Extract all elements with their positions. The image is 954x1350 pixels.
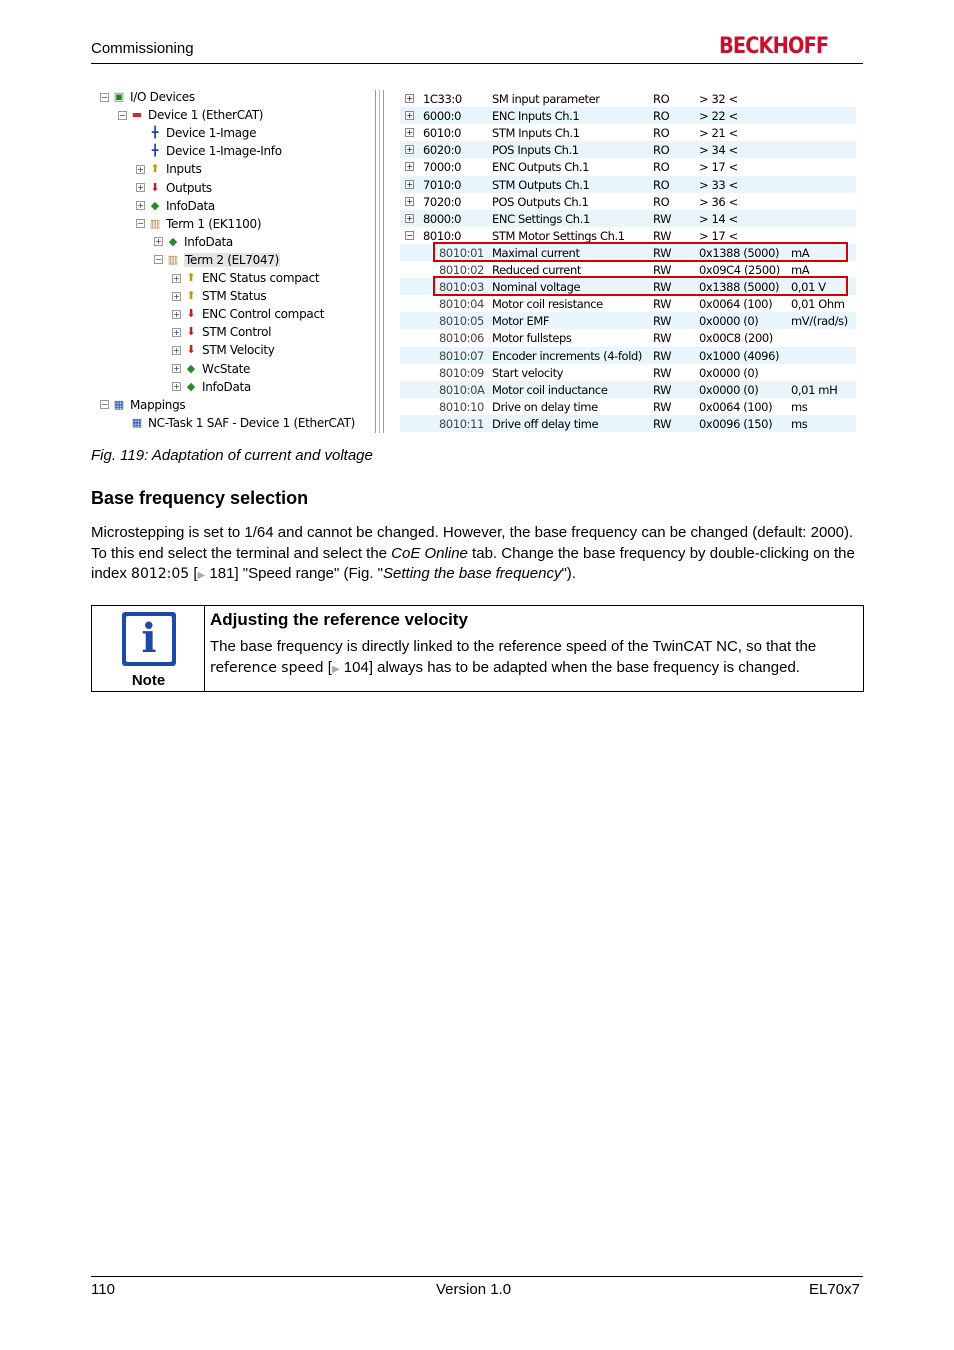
outputs-icon: ⬇ bbox=[186, 343, 196, 357]
cell-value: > 33 < bbox=[699, 177, 738, 192]
cell-flags: RO bbox=[653, 126, 670, 141]
tree-item[interactable] bbox=[136, 179, 212, 197]
cell-flags: RO bbox=[653, 177, 670, 192]
cell-flags: RO bbox=[653, 143, 670, 158]
tree-item[interactable] bbox=[172, 305, 324, 323]
cell-value: > 36 < bbox=[699, 194, 738, 209]
cell-index: 6020:0 bbox=[423, 143, 462, 158]
table-row[interactable] bbox=[400, 107, 856, 124]
tree-item-label: Inputs bbox=[166, 162, 202, 177]
cell-flags: RW bbox=[653, 314, 672, 329]
cell-index: 6000:0 bbox=[423, 109, 462, 124]
expand-icon[interactable]: + bbox=[406, 196, 413, 206]
tree-item-label: ENC Control compact bbox=[202, 307, 325, 322]
cell-value: 0x0000 (0) bbox=[699, 382, 759, 397]
cell-unit: 0,01 Ohm bbox=[791, 297, 845, 312]
tree-item-label: I/O Devices bbox=[130, 90, 195, 104]
cell-name: POS Inputs Ch.1 bbox=[492, 143, 579, 158]
note-left-cell bbox=[92, 606, 205, 691]
expand-icon[interactable]: + bbox=[137, 183, 144, 192]
infodata-icon: ◆ bbox=[150, 198, 160, 212]
collapse-icon[interactable]: − bbox=[137, 219, 144, 229]
cell-flags: RW bbox=[653, 245, 672, 260]
expand-icon[interactable]: + bbox=[173, 345, 180, 355]
expand-icon[interactable]: + bbox=[406, 128, 413, 138]
note-text bbox=[210, 636, 862, 680]
table-row[interactable] bbox=[400, 364, 856, 381]
cell-name: STM Motor Settings Ch.1 bbox=[492, 228, 625, 243]
expand-icon[interactable]: + bbox=[173, 327, 180, 337]
cell-unit: mA bbox=[791, 245, 810, 260]
inputs-icon: ⬆ bbox=[150, 162, 160, 176]
tree-item-label: STM Control bbox=[202, 325, 272, 340]
table-row[interactable] bbox=[400, 176, 856, 193]
table-row[interactable] bbox=[400, 90, 856, 107]
note-box bbox=[91, 605, 864, 692]
terminal-icon: ▥ bbox=[167, 252, 179, 266]
tree-item-label: Outputs bbox=[166, 180, 212, 195]
cell-index: 8010:03 bbox=[439, 280, 484, 295]
tree-item-label: STM Status bbox=[202, 289, 267, 304]
expand-icon[interactable]: + bbox=[137, 201, 144, 211]
tree-item[interactable] bbox=[172, 378, 251, 396]
para-text: "). bbox=[561, 565, 576, 582]
cell-name: Motor EMF bbox=[492, 314, 550, 329]
tree-item[interactable] bbox=[136, 124, 256, 142]
io-devices-icon: ▣ bbox=[113, 90, 125, 103]
tree-item-label: InfoData bbox=[202, 379, 251, 394]
infodata-icon: ◆ bbox=[186, 379, 196, 393]
reference-speed-link[interactable]: reference speed bbox=[210, 660, 324, 676]
cell-index: 8010:04 bbox=[439, 297, 484, 312]
cell-name: Maximal current bbox=[492, 245, 580, 260]
expand-icon[interactable]: + bbox=[173, 309, 180, 319]
page-ref-link[interactable]: 181] bbox=[205, 565, 239, 582]
cell-index: 6010:0 bbox=[423, 126, 462, 141]
expand-icon[interactable]: − bbox=[406, 230, 413, 240]
info-icon bbox=[122, 612, 176, 666]
cell-flags: RW bbox=[653, 228, 672, 243]
expand-icon[interactable]: + bbox=[173, 364, 180, 373]
cell-unit: mV/(rad/s) bbox=[791, 314, 848, 329]
cell-value: 0x0000 (0) bbox=[699, 314, 759, 329]
header-section-title: Commissioning bbox=[91, 40, 194, 57]
cell-flags: RW bbox=[653, 297, 672, 312]
cell-flags: RW bbox=[653, 331, 672, 346]
expand-icon[interactable]: + bbox=[173, 291, 180, 301]
highlight-box-nominal-voltage bbox=[433, 276, 848, 296]
cell-index: 8010:0 bbox=[423, 228, 462, 243]
expand-icon[interactable]: + bbox=[137, 164, 144, 174]
footer-page-number: 110 bbox=[91, 1281, 115, 1298]
outputs-icon: ⬇ bbox=[186, 325, 196, 339]
table-row[interactable] bbox=[400, 193, 856, 210]
cell-name: ENC Inputs Ch.1 bbox=[492, 109, 580, 124]
link-arrow-icon: ▶ bbox=[331, 664, 340, 675]
table-row[interactable] bbox=[400, 347, 856, 364]
cell-name: POS Outputs Ch.1 bbox=[492, 194, 589, 209]
table-row[interactable] bbox=[400, 312, 856, 329]
tree-item[interactable] bbox=[100, 88, 195, 106]
cell-flags: RW bbox=[653, 348, 672, 363]
infodata-icon: ◆ bbox=[168, 234, 178, 248]
index-link[interactable]: 8012:05 bbox=[131, 566, 190, 582]
cell-flags: RW bbox=[653, 382, 672, 397]
tree-item-label: Term 1 (EK1100) bbox=[166, 216, 262, 231]
cell-value: 0x0064 (100) bbox=[699, 399, 773, 414]
figure-caption: Fig. 119: Adaptation of current and voltage bbox=[91, 447, 373, 464]
cell-index: 8000:0 bbox=[423, 211, 462, 226]
infodata-icon: ◆ bbox=[186, 361, 196, 375]
cell-value: 0x0064 (100) bbox=[699, 297, 773, 312]
table-row[interactable] bbox=[400, 158, 856, 175]
tree-item[interactable] bbox=[172, 287, 266, 305]
tree-item-label: InfoData bbox=[184, 234, 233, 249]
table-row[interactable] bbox=[400, 295, 856, 312]
cell-unit: ms bbox=[791, 416, 808, 431]
cell-flags: RW bbox=[653, 280, 672, 295]
cell-index: 8010:11 bbox=[439, 416, 484, 431]
tree-item-label: Device 1-Image bbox=[166, 126, 257, 141]
cell-index: 7000:0 bbox=[423, 160, 462, 175]
ethercat-device-icon: ▬ bbox=[131, 108, 143, 122]
table-row[interactable] bbox=[400, 398, 856, 415]
cell-flags: RW bbox=[653, 263, 672, 277]
expand-icon[interactable]: + bbox=[406, 179, 413, 189]
tree-item[interactable] bbox=[172, 269, 319, 287]
cell-index: 8010:0A bbox=[439, 382, 485, 397]
cell-name: SM input parameter bbox=[492, 92, 600, 106]
note-text-part: [ bbox=[323, 659, 332, 676]
cell-unit: 0,01 mH bbox=[791, 382, 838, 397]
cell-index: 7010:0 bbox=[423, 177, 462, 192]
tree-item[interactable] bbox=[136, 197, 215, 215]
cell-name: Nominal voltage bbox=[492, 280, 581, 295]
footer-rule bbox=[91, 1276, 863, 1277]
mapping-icon: ▦ bbox=[131, 415, 143, 429]
tree-item[interactable] bbox=[172, 360, 250, 378]
cell-name: Reduced current bbox=[492, 263, 581, 277]
para-text: "Speed range" (Fig. " bbox=[238, 565, 384, 582]
page-ref-link[interactable]: 104] bbox=[339, 659, 374, 676]
cell-name: STM Outputs Ch.1 bbox=[492, 177, 590, 192]
terminal-icon: ▥ bbox=[149, 216, 161, 230]
expand-icon[interactable]: + bbox=[155, 237, 162, 247]
cell-value: 0x1388 (5000) bbox=[699, 280, 780, 295]
tree-item[interactable] bbox=[136, 142, 282, 160]
outputs-icon: ⬇ bbox=[186, 307, 196, 321]
cell-value: > 14 < bbox=[699, 211, 738, 226]
inputs-icon: ⬆ bbox=[186, 271, 196, 284]
tree-item[interactable] bbox=[136, 215, 261, 233]
cell-name: Start velocity bbox=[492, 365, 564, 380]
tree-item[interactable] bbox=[172, 323, 271, 341]
cell-value: > 34 < bbox=[699, 143, 738, 158]
cell-flags: RO bbox=[653, 194, 670, 209]
cell-unit: 0,01 V bbox=[791, 280, 826, 295]
table-row[interactable] bbox=[400, 141, 856, 158]
footer-version: Version 1.0 bbox=[436, 1281, 512, 1298]
collapse-icon[interactable]: − bbox=[101, 400, 108, 410]
cell-name: STM Inputs Ch.1 bbox=[492, 126, 580, 141]
cell-flags: RO bbox=[653, 92, 670, 106]
note-title: Adjusting the reference velocity bbox=[210, 610, 468, 629]
tree-item-label: WcState bbox=[202, 361, 251, 376]
cell-value: 0x0000 (0) bbox=[699, 365, 759, 380]
cell-value: 0x1388 (5000) bbox=[699, 245, 780, 260]
expand-icon[interactable]: + bbox=[406, 111, 413, 121]
para-text: tab. Change the base frequency by double-clicking on the index bbox=[91, 544, 855, 582]
tree-item-label: InfoData bbox=[166, 198, 215, 213]
cell-unit: ms bbox=[791, 399, 808, 414]
tree-item[interactable] bbox=[154, 233, 233, 251]
inputs-icon: ⬆ bbox=[186, 289, 196, 303]
cell-index: 8010:02 bbox=[439, 263, 484, 277]
tree-item-label: Mappings bbox=[130, 397, 186, 412]
cell-value: 0x1000 (4096) bbox=[699, 348, 780, 363]
cell-value: > 17 < bbox=[699, 160, 738, 175]
para-text: [ bbox=[189, 565, 198, 582]
expand-icon[interactable]: + bbox=[173, 273, 180, 283]
expand-icon[interactable]: + bbox=[406, 213, 413, 223]
tree-item-label: Device 1-Image-Info bbox=[166, 144, 282, 159]
link-arrow-icon: ▶ bbox=[197, 570, 206, 581]
header-rule bbox=[91, 63, 863, 64]
figure-ref: Setting the base frequency bbox=[383, 565, 562, 582]
cell-value: > 32 < bbox=[699, 92, 738, 106]
cell-index: 8010:06 bbox=[439, 331, 484, 346]
cell-flags: RO bbox=[653, 109, 670, 124]
collapse-icon[interactable]: − bbox=[119, 110, 126, 120]
tree-item[interactable] bbox=[100, 396, 185, 414]
collapse-icon[interactable]: − bbox=[155, 255, 162, 265]
tree-item-label: Term 2 (EL7047) bbox=[185, 252, 280, 267]
tree-item-label: ENC Status compact bbox=[202, 271, 320, 285]
tree-item-label: NC-Task 1 SAF - Device 1 (EtherCAT) bbox=[148, 415, 356, 430]
tree-item[interactable] bbox=[154, 251, 280, 269]
note-label: Note bbox=[131, 672, 166, 689]
cell-value: 0x0096 (150) bbox=[699, 416, 773, 431]
cell-name: Drive off delay time bbox=[492, 416, 599, 431]
cell-name: Encoder increments (4-fold) bbox=[492, 348, 642, 363]
cell-index: 8010:05 bbox=[439, 314, 484, 329]
cell-name: Motor coil resistance bbox=[492, 297, 603, 312]
cell-value: 0x09C4 (2500) bbox=[699, 263, 780, 277]
tree-item-label: Device 1 (EtherCAT) bbox=[148, 108, 264, 123]
cell-index: 8010:01 bbox=[439, 245, 484, 260]
cell-unit: mA bbox=[791, 263, 810, 277]
cell-value: > 21 < bbox=[699, 126, 738, 141]
mappings-icon: ▦ bbox=[113, 397, 125, 411]
cell-flags: RW bbox=[653, 416, 672, 431]
table-row[interactable] bbox=[400, 210, 856, 227]
tree-item[interactable] bbox=[136, 160, 202, 178]
cell-value: > 17 < bbox=[699, 228, 738, 243]
cell-flags: RW bbox=[653, 399, 672, 414]
cell-name: Drive on delay time bbox=[492, 399, 598, 414]
table-row[interactable] bbox=[400, 381, 856, 398]
cell-value: 0x00C8 (200) bbox=[699, 331, 773, 346]
highlight-box-maximal-current bbox=[433, 242, 848, 262]
cell-value: > 22 < bbox=[699, 109, 738, 124]
pane-splitter[interactable] bbox=[375, 90, 384, 433]
image-info-icon: ╋ bbox=[151, 144, 159, 158]
cell-index: 8010:10 bbox=[439, 399, 484, 414]
info-glyph: i bbox=[126, 616, 172, 662]
cell-name: Motor fullsteps bbox=[492, 331, 572, 346]
note-text-part: The base frequency is directly linked to the reference speed of the TwinCAT NC, so that the bbox=[210, 638, 817, 655]
beckhoff-logo: BECKHOFF bbox=[719, 34, 829, 59]
expand-icon[interactable]: + bbox=[406, 162, 413, 172]
table-row[interactable] bbox=[400, 124, 856, 141]
cell-name: Motor coil inductance bbox=[492, 382, 608, 397]
expand-icon[interactable]: + bbox=[406, 145, 413, 155]
tree-item[interactable] bbox=[118, 414, 355, 432]
cell-flags: RO bbox=[653, 160, 670, 175]
cell-index: 8010:09 bbox=[439, 365, 484, 380]
tree-item[interactable] bbox=[172, 341, 275, 359]
cell-name: ENC Settings Ch.1 bbox=[492, 211, 590, 226]
tree-item-label: STM Velocity bbox=[202, 343, 275, 358]
cell-index: 7020:0 bbox=[423, 194, 462, 209]
coe-online-term: CoE Online bbox=[391, 544, 468, 562]
table-row[interactable] bbox=[400, 415, 856, 432]
outputs-icon: ⬇ bbox=[150, 180, 160, 194]
expand-icon[interactable]: + bbox=[406, 94, 413, 103]
table-row[interactable] bbox=[400, 329, 856, 346]
footer-product: EL70x7 bbox=[809, 1281, 860, 1298]
cell-flags: RW bbox=[653, 211, 672, 226]
tree-item[interactable] bbox=[118, 106, 263, 124]
image-icon: ╋ bbox=[151, 126, 159, 140]
cell-flags: RW bbox=[653, 365, 672, 380]
collapse-icon[interactable]: − bbox=[101, 92, 108, 102]
cell-index: 8010:07 bbox=[439, 348, 484, 363]
expand-icon[interactable]: + bbox=[173, 382, 180, 392]
cell-index: 1C33:0 bbox=[423, 92, 462, 106]
para-text: Microstepping is set to 1/64 and cannot be changed. However, the base frequency can be changed (default: 2000). To this end select the terminal and select the bbox=[91, 524, 854, 562]
note-text-part: always has to be adapted when the base frequency is changed. bbox=[373, 659, 800, 676]
cell-name: ENC Outputs Ch.1 bbox=[492, 160, 590, 175]
section-paragraph bbox=[91, 523, 863, 587]
section-heading: Base frequency selection bbox=[91, 488, 309, 508]
